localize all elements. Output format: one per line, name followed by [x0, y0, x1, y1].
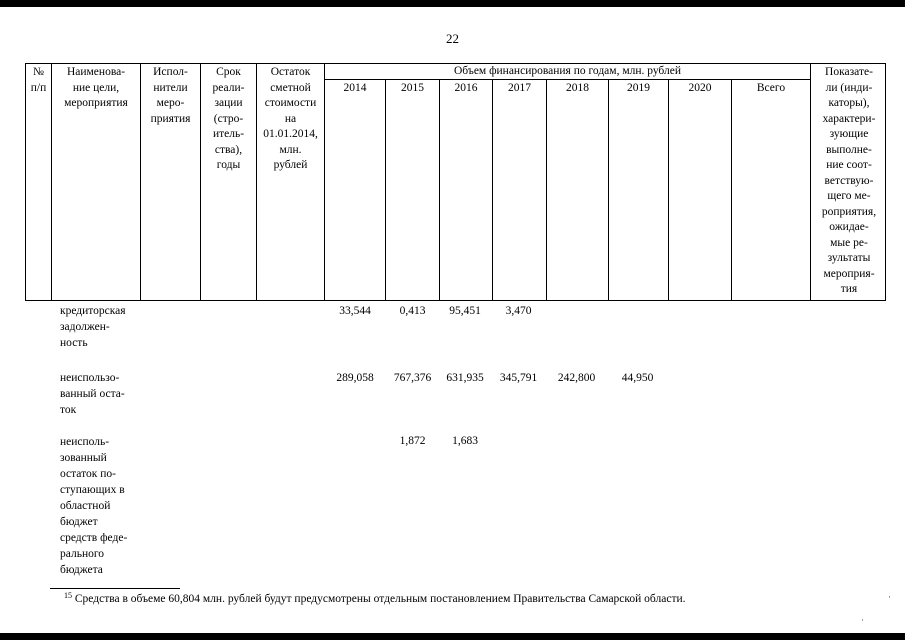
header-year-2015: 2015 — [401, 82, 424, 94]
header-year-2017: 2017 — [508, 82, 531, 94]
header-financing-group: Объем финансирования по годам, млн. рублей — [454, 65, 681, 77]
row2-value-2019: 44,950 — [621, 372, 654, 384]
scan-speck: · — [888, 592, 891, 602]
footnote-marker: 15 — [64, 591, 72, 600]
header-col-term: Срок реали- зации (стро- итель- ства), годы — [212, 66, 245, 171]
header-year-2016: 2016 — [454, 82, 478, 94]
header-col-executors: Испол- нители меро- приятия — [150, 66, 191, 125]
header-year-2018: 2018 — [566, 82, 589, 94]
header-year-2020: 2020 — [688, 82, 712, 94]
row1-value-2014: 33,544 — [339, 305, 371, 317]
header-col-remaining-cost: Остаток сметной стоимости на 01.01.2014, млн. рублей — [263, 66, 318, 171]
row1-value-2017: 3,470 — [505, 305, 532, 317]
row1-value-2015: 0,413 — [399, 305, 426, 317]
header-total: Всего — [756, 82, 786, 94]
header-year-2019: 2019 — [627, 82, 650, 94]
row2-value-2018: 242,800 — [557, 372, 596, 384]
row3-value-2015: 1,872 — [399, 435, 426, 447]
bottom-border — [0, 633, 905, 640]
header-col-name: Наименова- ние цели, мероприятия — [64, 66, 128, 109]
header-col-number: № п/п — [30, 66, 47, 94]
footnote-separator — [50, 588, 180, 589]
row-label-unused-balance: неиспользо- ванный оста- ток — [60, 372, 125, 416]
top-border — [0, 0, 905, 7]
row-label-accounts-payable: кредиторская задолжен- ность — [60, 305, 126, 349]
row2-value-2017: 345,791 — [499, 372, 538, 384]
row2-value-2016: 631,935 — [446, 372, 484, 384]
row2-value-2014: 289,058 — [336, 372, 374, 384]
footnote — [64, 591, 686, 605]
header-col-indicators: Показате- ли (инди- каторы), характери- зующие выполне- ние соот- ветствую- щего ме- роприятия, ожидае- мые ре- зультаты мероприя- тия — [821, 66, 877, 295]
row2-value-2015: 767,376 — [393, 372, 432, 384]
scan-speck: · — [861, 615, 864, 625]
table-header — [25, 63, 886, 301]
page-number: 22 — [446, 31, 459, 46]
footnote-text: Средства в объеме 60,804 млн. рублей будут предусмотрены отдельным постановлением Правительства Самарской области. — [74, 593, 686, 605]
row-label-unused-federal-funds: неисполь- зованный остаток по- ступающих в областной бюджет средств феде- рального бюджета — [60, 436, 128, 576]
row3-value-2016: 1,683 — [452, 435, 478, 447]
header-year-2014: 2014 — [343, 82, 367, 94]
row1-value-2016: 95,451 — [449, 305, 481, 317]
